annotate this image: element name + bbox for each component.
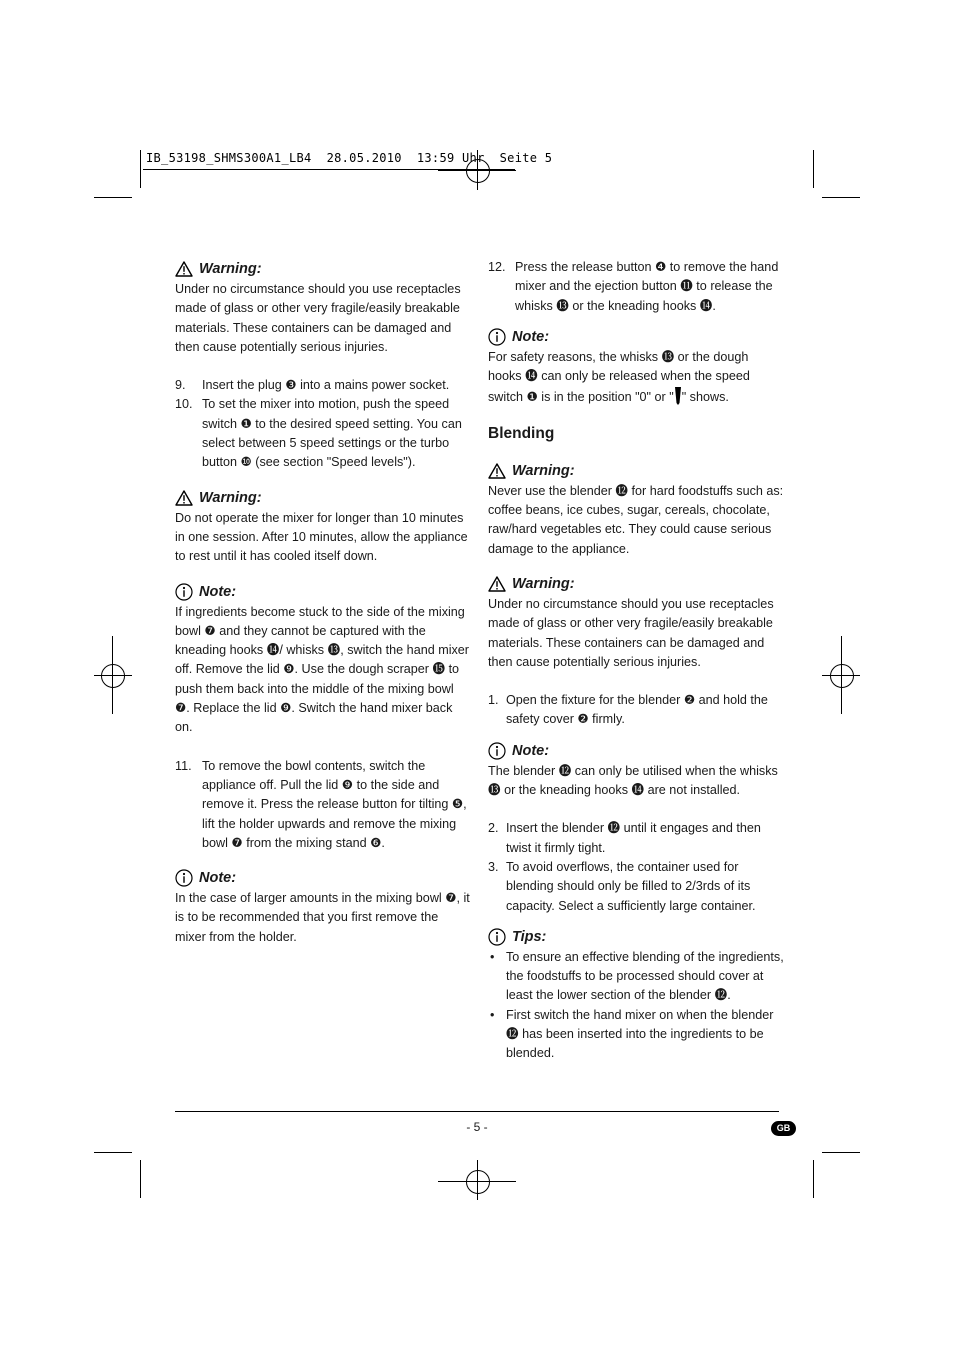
print-slug: IB_53198_SHMS300A1_LB4 28.05.2010 13:59 Uhr Seite 5	[146, 151, 553, 165]
note-text: If ingredients become stuck to the side of the mixing bowl ❼ and they cannot be captured with the kneading hooks ⓮/ whisks ⓭, switch the hand mixer off. Remove the lid ❾. Use the dough scraper ⓯ to push them back into the middle of the mixing bowl ❼. Replace the lid ❾. Switch the hand mixer back on.	[175, 604, 469, 735]
note-title: Note:	[199, 870, 237, 887]
info-icon	[488, 928, 506, 946]
note-text: In the case of larger amounts in the mixing bowl ❼, it is to be recommended that you first remove the mixer from the holder.	[175, 891, 470, 944]
note-text: For safety reasons, the whisks ⓭ or the dough hooks ⓮ can only be released when the speed switch ❶ is in the position "0" or " " shows.	[488, 349, 750, 405]
list-item: 10. To set the mixer into motion, push the speed switch ❶ to the desired speed setting. You can select between 5 speed settings or the turbo button ❿ (see section "Speed levels").	[175, 397, 462, 470]
section-title: Blending	[488, 424, 555, 442]
warning-heading	[488, 460, 784, 482]
crop-mark	[94, 197, 132, 198]
crop-mark	[822, 1152, 860, 1153]
warning-triangle-icon	[175, 490, 193, 506]
note-title: Note:	[512, 328, 550, 345]
crop-mark	[140, 150, 141, 188]
warning-text: Under no circumstance should you use receptacles made of glass or other very fragile/easily breakable materials. These containers can be damaged and then cause potentially serious injuries.	[175, 282, 461, 354]
crop-mark	[813, 150, 814, 188]
note-heading	[488, 740, 784, 762]
steps-list	[488, 691, 784, 730]
warning-heading	[488, 573, 784, 595]
registration-mark	[830, 664, 854, 688]
list-item: 11. To remove the bowl contents, switch the appliance off. Pull the lid ❾ to the side and remove it. Press the release button for tilting ❺, lift the holder upwards and remove the mixing bowl ❼ from the mixing stand ❻.	[175, 758, 467, 850]
right-column	[488, 258, 784, 1064]
warning-title: Warning:	[199, 489, 262, 506]
note-heading	[175, 581, 471, 603]
crop-mark	[140, 1160, 141, 1198]
language-badge: GB	[771, 1121, 796, 1136]
turbo-symbol-icon	[674, 386, 682, 406]
tips-title: Tips:	[512, 928, 547, 945]
note-heading	[175, 867, 471, 889]
note-title: Note:	[199, 583, 237, 600]
list-item: 3. To avoid overflows, the container used for blending should only be filled to 2/3rds of its capacity. Select a sufficiently large container.	[488, 859, 756, 913]
list-item: • To ensure an effective blending of the ingredients, the foodstuffs to be processed should cover at least the lower section of the blender ⓬.	[488, 948, 784, 1006]
warning-heading	[175, 487, 471, 509]
list-item: 9. Insert the plug ❸ into a mains power socket.	[175, 378, 450, 393]
page-number: - 5 -	[466, 1120, 488, 1134]
footer-rule	[175, 1111, 779, 1112]
info-icon	[175, 869, 193, 887]
note-heading	[488, 326, 784, 348]
info-icon	[175, 583, 193, 601]
crop-mark	[822, 197, 860, 198]
list-item: 12. Press the release button ❹ to remove the hand mixer and the ejection button ⓫ to release the whisks ⓭ or the kneading hooks ⓮.	[488, 260, 779, 313]
info-icon	[488, 328, 506, 346]
warning-title: Warning:	[512, 462, 575, 479]
steps-list	[488, 819, 784, 915]
note-text: The blender ⓬ can only be utilised when the whisks ⓭ or the kneading hooks ⓮ are not installed.	[488, 763, 778, 798]
warning-heading	[175, 258, 471, 280]
info-icon	[488, 742, 506, 760]
tips-heading	[488, 926, 784, 948]
note-title: Note:	[512, 742, 550, 759]
warning-text: Never use the blender ⓬ for hard foodstuffs such as: coffee beans, ice cubes, sugar, cereals, chocolate, raw/hard vegetables etc. They could cause serious damage to the appliance.	[488, 483, 784, 556]
warning-triangle-icon	[175, 261, 193, 277]
registration-mark	[101, 664, 125, 688]
steps-list	[175, 757, 471, 853]
list-item: 2. Insert the blender ⓬ until it engages and then twist it firmly tight.	[488, 821, 761, 855]
warning-triangle-icon	[488, 463, 506, 479]
list-item: 1. Open the fixture for the blender ❷ and hold the safety cover ❷ firmly.	[488, 693, 768, 727]
warning-text: Do not operate the mixer for longer than 10 minutes in one session. After 10 minutes, allow the appliance to rest until it has cooled itself down.	[175, 510, 468, 564]
slug-underline	[143, 169, 515, 170]
crop-mark	[813, 1160, 814, 1198]
crop-mark	[94, 1152, 132, 1153]
tips-list	[488, 948, 784, 1064]
registration-mark	[466, 1170, 490, 1194]
warning-triangle-icon	[488, 576, 506, 592]
warning-title: Warning:	[512, 575, 575, 592]
left-column	[175, 258, 471, 947]
list-item: • First switch the hand mixer on when the blender ⓬ has been inserted into the ingredients to be blended.	[488, 1006, 784, 1064]
warning-text: Under no circumstance should you use receptacles made of glass or other very fragile/easily breakable materials. These containers can be damaged and then cause potentially serious injuries.	[488, 596, 774, 669]
steps-list	[175, 376, 471, 472]
steps-list	[488, 258, 784, 316]
warning-title: Warning:	[199, 261, 262, 277]
